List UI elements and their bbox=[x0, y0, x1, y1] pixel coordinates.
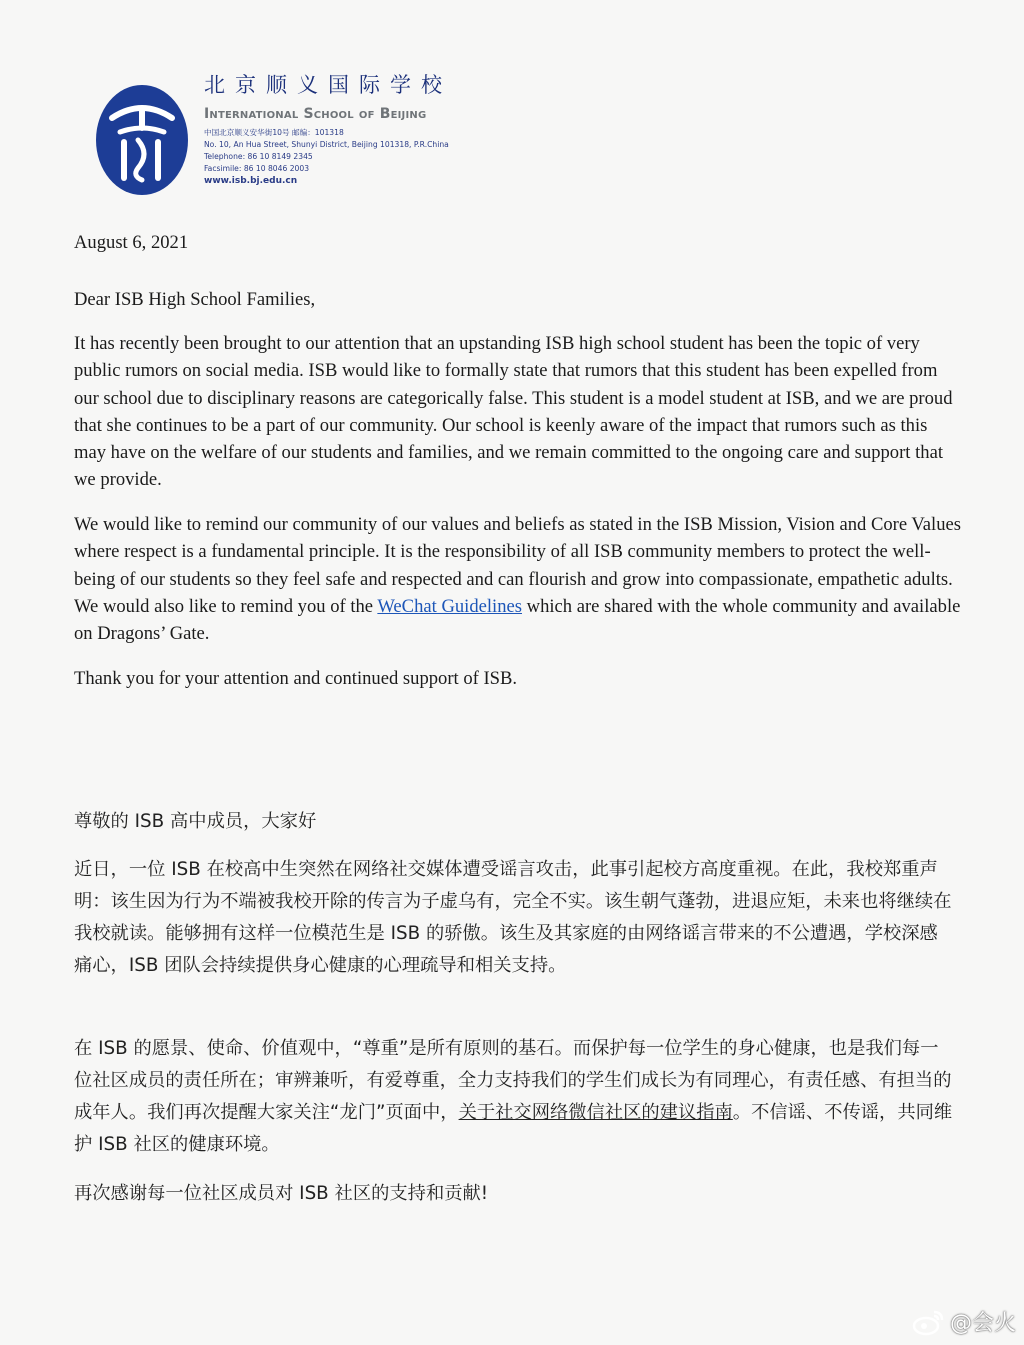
paragraph-1: It has recently been brought to our attention that an upstanding ISB high school student has been the topic of very public rumors on social media. ISB would like to formally state that rumors that this student has been expelled from our school due to disciplinary reasons are categorically false. This student is a model student at ISB, and we are proud that she continues to be a part of our community. Our school is keenly aware of the impact that rumors such as this may have on the welfare of our students and families, and we remain committed to the ongoing care and support that we provide. bbox=[74, 333, 953, 491]
cn-paragraph-3: 再次感谢每一位社区成员对 ISB 社区的支持和贡献! bbox=[74, 1183, 489, 1204]
wechat-guidelines-link[interactable]: WeChat Guidelines bbox=[377, 595, 522, 617]
school-name-en: International School of Beijing bbox=[204, 106, 427, 122]
weibo-icon bbox=[912, 1307, 946, 1337]
weibo-watermark bbox=[912, 1306, 1016, 1337]
paragraph-2-text-b: which are shared with the whole community and available on Dragons’ Gate. bbox=[74, 595, 961, 645]
facsimile: Facsimile: 86 10 8046 2003 bbox=[204, 164, 310, 173]
isb-logo bbox=[94, 80, 190, 196]
salutation: Dear ISB High School Families, bbox=[74, 289, 316, 310]
cn-paragraph-2-text-a: 在 ISB 的愿景、使命、价值观中，“尊重”是所有原则的基石。而保护每一位学生的身心健康，也是我们每一位社区成员的责任所在；审辨兼听，有爱尊重，全力支持我们的学生们成长为有同理心，有责任感、有担当的成年人。我们再次提醒大家关注“龙门”页面中， bbox=[74, 1038, 952, 1123]
cn-paragraph-1: 近日，一位 ISB 在校高中生突然在网络社交媒体遭受谣言攻击，此事引起校方高度重视。在此，我校郑重声明：该生因为行为不端被我校开除的传言为子虚乌有，完全不实。该生朝气蓬勃，进退应矩，未来也将继续在我校就读。能够拥有这样一位模范生是 ISB 的骄傲。该生及其家庭的由网络谣言带来的不公遭遇，学校深感痛心，ISB 团队会持续提供身心健康的心理疏导和相关支持。 bbox=[74, 859, 952, 976]
cn-salutation: 尊敬的 ISB 高中成员，大家好 bbox=[74, 811, 317, 832]
address-cn: 中国北京顺义安华街10号 邮编：101318 bbox=[204, 128, 344, 137]
letter-date: August 6, 2021 bbox=[74, 232, 189, 253]
letterhead-text bbox=[204, 72, 534, 187]
website: www.isb.bj.edu.cn bbox=[204, 176, 298, 186]
cn-paragraph-2-text-b: 。不信谣、不传谣，共同维护 ISB 社区的健康环境。 bbox=[74, 1102, 953, 1155]
paragraph-2 bbox=[74, 511, 964, 647]
telephone: Telephone: 86 10 8149 2345 bbox=[204, 152, 313, 161]
cn-guidelines-link[interactable]: 关于社交网络微信社区的建议指南 bbox=[458, 1102, 733, 1123]
paragraph-3: Thank you for your attention and continued support of ISB. bbox=[74, 668, 518, 689]
watermark-text: @会火 bbox=[949, 1311, 1016, 1336]
school-address-block bbox=[204, 127, 534, 187]
school-name-cn: 北京顺义国际学校 bbox=[204, 73, 452, 97]
paragraph-2-text-a: We would like to remind our community of our values and beliefs as stated in the ISB Mission, Vision and Core Values where respect is a fundamental principle. It is the responsibility of all ISB community members to protect the well-being of our students so they feel safe and respected and can flourish and grow into compassionate, empathetic adults. We would also like to remind you of the bbox=[74, 514, 962, 617]
address-en: No. 10, An Hua Street, Shunyi District, Beijing 101318, P.R.China bbox=[204, 140, 449, 149]
letterhead bbox=[92, 72, 532, 192]
cn-paragraph-2 bbox=[74, 1033, 954, 1161]
